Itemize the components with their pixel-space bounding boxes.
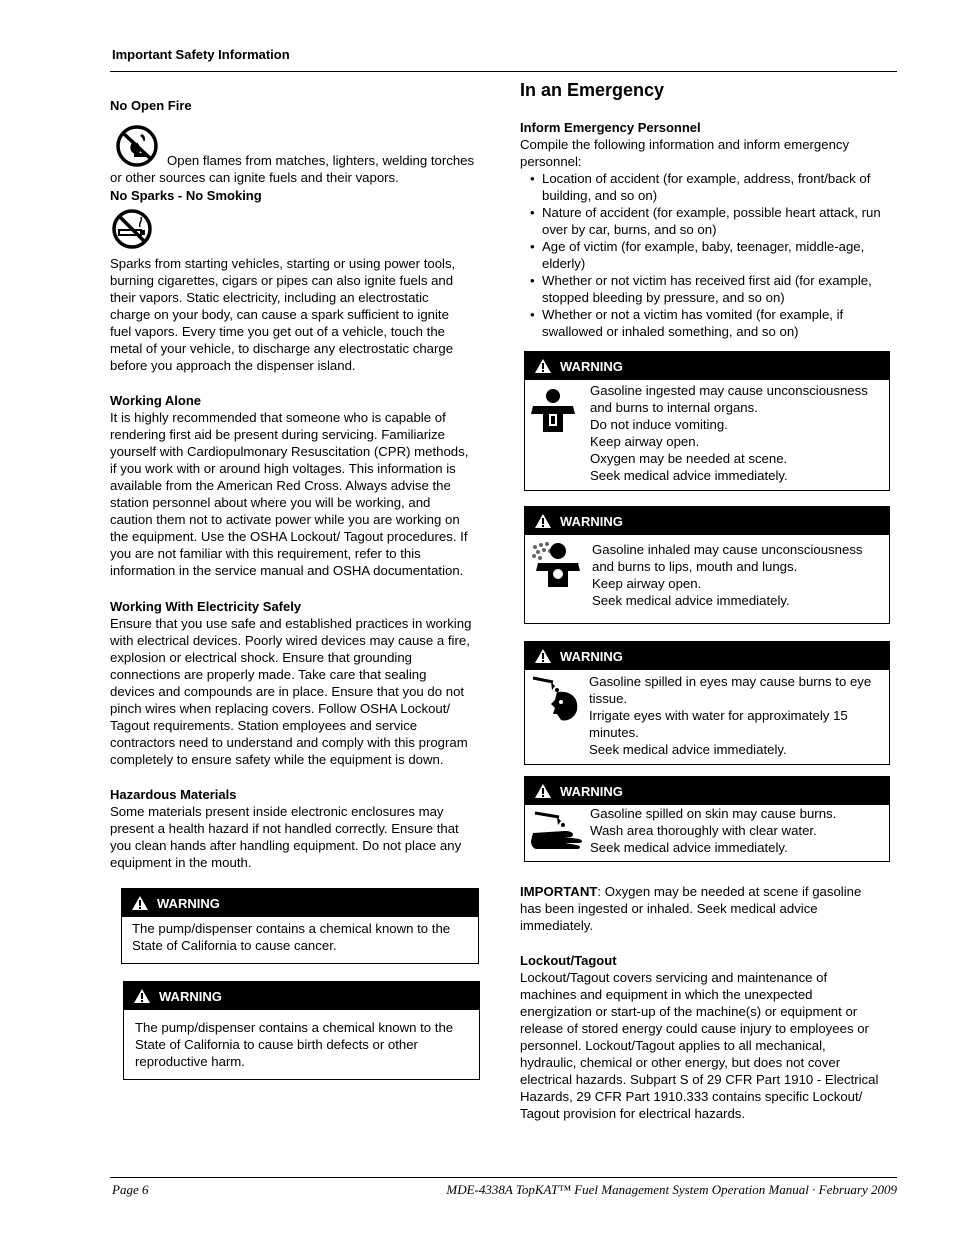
warning-text — [592, 541, 863, 609]
text-line: hydraulic, chemical or other energy, but does not cover — [520, 1055, 841, 1070]
skin-splash-icon — [529, 807, 585, 855]
warning-bar — [525, 642, 889, 670]
text-line: has been ingested or inhaled. Seek medical advice — [520, 901, 818, 916]
text-line: and burns to internal organs. — [590, 400, 758, 415]
text-line: Tagout requirements. Station employees and service — [110, 718, 418, 733]
warning-bar — [525, 352, 889, 380]
text-line: pinch wires when replacing covers. Follow OSHA Lockout/ — [110, 701, 451, 716]
list-item — [520, 272, 900, 306]
warning-label: WARNING — [560, 358, 623, 374]
warning-bar — [525, 507, 889, 535]
text-line: before you approach the dispenser island. — [110, 358, 356, 373]
text-line: Gasoline ingested may cause unconsciousness — [590, 383, 868, 398]
list-item — [520, 306, 900, 340]
page-header-title: Important Safety Information — [112, 47, 290, 62]
text-line: tissue. — [589, 691, 628, 706]
no-sparks-paragraph — [110, 255, 495, 374]
text-line: • Whether or not a victim has vomited (for example, if — [542, 307, 844, 322]
warning-box-ingested — [524, 351, 890, 491]
text-line: if you work with or around high voltages. This information is — [110, 461, 456, 476]
text-line: equipment in the mouth. — [110, 855, 252, 870]
text-line: Some materials present inside electronic enclosures may — [110, 804, 444, 819]
text-line: present a health hazard if not handled correctly. Ensure that — [110, 821, 459, 836]
text-line: It is highly recommended that someone who is capable of — [110, 410, 446, 425]
text-line: • Location of accident (for example, address, front/back of — [542, 171, 871, 186]
text-line: burning cigarettes, cigars or pipes can also ignite fuels and — [110, 273, 454, 288]
text-line: Keep airway open. — [592, 576, 702, 591]
text-line: explosion or electrical shock. Ensure that grounding — [110, 650, 413, 665]
text-line: • Whether or not victim has received first aid (for example, — [542, 273, 872, 288]
text-line: station personnel about where you will be working, and — [110, 495, 431, 510]
text-line: Sparks from starting vehicles, starting or using power tools, — [110, 256, 456, 271]
no-open-fire-text-2: or other sources can ignite fuels and their vapors. — [110, 170, 399, 185]
hazardous-paragraph — [110, 803, 495, 871]
warning-triangle-icon — [133, 988, 151, 1004]
text-line: completely to ensure safety while the equipment is down. — [110, 752, 444, 767]
text-line: Oxygen may be needed at scene. — [590, 451, 788, 466]
warning-box-inhaled — [524, 506, 890, 624]
text-line: building, and so on) — [542, 188, 658, 203]
important-note — [520, 883, 900, 934]
text-line: electrical hazards. Subpart S of 29 CFR Part 1910 - Electrical — [520, 1072, 879, 1087]
lockout-paragraph — [520, 969, 900, 1122]
text-line: State of California to cause birth defects or other — [135, 1037, 418, 1052]
warning-triangle-icon — [534, 513, 552, 529]
text-line: The pump/dispenser contains a chemical known to the — [132, 921, 451, 936]
header-rule — [110, 71, 897, 72]
footer-document-title: MDE-4338A TopKAT™ Fuel Management System Operation Manual · February 2009 — [446, 1182, 897, 1197]
text-line: stopped bleeding by pressure, and so on) — [542, 290, 785, 305]
text-line: and burns to lips, mouth and lungs. — [592, 559, 798, 574]
text-line: the equipment. Use the OSHA Lockout/ Tagout procedures. If — [110, 529, 468, 544]
text-line: Lockout/Tagout covers servicing and maintenance of — [520, 970, 828, 985]
text-line: Seek medical advice immediately. — [589, 742, 787, 757]
text-line: fuel vapors. Every time you get out of a vehicle, touch the — [110, 324, 445, 339]
warning-bar — [122, 889, 478, 917]
warning-text — [124, 1010, 479, 1070]
important-line-1 — [520, 883, 900, 900]
eye-splash-icon — [531, 674, 583, 724]
text-line: you are not familiar with this requirement, refer to this — [110, 546, 421, 561]
lockout-heading: Lockout/Tagout — [520, 953, 617, 968]
text-line: personnel. Lockout/Tagout applies to all mechanical, — [520, 1038, 826, 1053]
text-line: Gasoline spilled in eyes may cause burns to eye — [589, 674, 872, 689]
electricity-heading: Working With Electricity Safely — [110, 599, 302, 614]
text-line: Irrigate eyes with water for approximately 15 — [589, 708, 848, 723]
text-line: devices and compounds are in place. Ensure that you do not — [110, 684, 465, 699]
working-alone-heading: Working Alone — [110, 393, 201, 408]
warning-label: WARNING — [560, 513, 623, 529]
warning-triangle-icon — [131, 895, 149, 911]
working-alone-paragraph — [110, 409, 495, 579]
text-line: with electrical devices. Poorly wired devices may cause a fire, — [110, 633, 470, 648]
inform-heading: Inform Emergency Personnel — [520, 120, 701, 135]
list-item — [520, 170, 900, 204]
text-line: Compile the following information and inform emergency — [520, 137, 850, 152]
warning-box-eyes — [524, 641, 890, 765]
electricity-paragraph — [110, 615, 495, 768]
warning-text — [590, 805, 836, 856]
important-label: IMPORTANT — [520, 884, 598, 899]
text-line: State of California to cause cancer. — [132, 938, 337, 953]
text-line: charge on your body, can cause a spark sufficient to ignite — [110, 307, 449, 322]
inform-intro — [520, 136, 900, 170]
hazardous-heading: Hazardous Materials — [110, 787, 237, 802]
warning-box-cancer — [121, 888, 479, 964]
text-line: connections are properly made. Take care that sealing — [110, 667, 427, 682]
list-item — [520, 204, 900, 238]
footer-page-number: Page 6 — [112, 1182, 149, 1197]
text-line: The pump/dispenser contains a chemical known to the — [135, 1020, 454, 1035]
text-line: energization or start-up of the machine(s) or equipment or — [520, 1004, 858, 1019]
no-open-flame-icon — [114, 124, 162, 170]
text-line: Hazards, 29 CFR Part 1910.333 contains specific Lockout/ — [520, 1089, 863, 1104]
text-line: contractors need to understand and comply with this program — [110, 735, 468, 750]
no-open-fire-heading: No Open Fire — [110, 98, 192, 113]
text-line: Seek medical advice immediately. — [592, 593, 790, 608]
text-line: reproductive harm. — [135, 1054, 245, 1069]
text-line: Wash area thoroughly with clear water. — [590, 823, 817, 838]
text-line: you clean hands after handling equipment. Do not place any — [110, 838, 462, 853]
text-line: Do not induce vomiting. — [590, 417, 728, 432]
warning-bar — [124, 982, 479, 1010]
warning-label: WARNING — [560, 648, 623, 664]
text-line: Ensure that you use safe and established practices in working — [110, 616, 472, 631]
text-line: their vapors. Static electricity, including an electrostatic — [110, 290, 429, 305]
text-line: Seek medical advice immediately. — [590, 840, 788, 855]
section-title: In an Emergency — [520, 80, 665, 100]
warning-text — [589, 673, 871, 758]
warning-label: WARNING — [157, 895, 220, 911]
warning-label: WARNING — [159, 988, 222, 1004]
footer-rule — [110, 1177, 897, 1178]
warning-label: WARNING — [560, 783, 623, 799]
warning-triangle-icon — [534, 648, 552, 664]
no-open-fire-text-1: Open flames from matches, lighters, welding torches — [167, 153, 475, 168]
warning-triangle-icon — [534, 358, 552, 374]
text-line: Keep airway open. — [590, 434, 700, 449]
text-line: immediately. — [520, 918, 594, 933]
warning-triangle-icon — [534, 783, 552, 799]
inform-bullet-list — [520, 170, 900, 340]
text-line: • Age of victim (for example, baby, teenager, middle-age, — [542, 239, 865, 254]
text-line: yourself with Cardiopulmonary Resuscitation (CPR) methods, — [110, 444, 469, 459]
text-line: minutes. — [589, 725, 639, 740]
no-smoking-icon — [110, 208, 156, 252]
text-line: information in the service manual and OSHA documentation. — [110, 563, 464, 578]
text-line: available from the American Red Cross. Always advise the — [110, 478, 451, 493]
text-line: over by car, burns, and so on) — [542, 222, 717, 237]
important-text: : Oxygen may be needed at scene if gasoline — [597, 884, 862, 899]
text-line: • Nature of accident (for example, possible heart attack, run — [542, 205, 881, 220]
text-line: Gasoline spilled on skin may cause burns. — [590, 806, 837, 821]
text-line: metal of your vehicle, to discharge any electrostatic charge — [110, 341, 454, 356]
text-line: Gasoline inhaled may cause unconsciousness — [592, 542, 863, 557]
no-sparks-heading: No Sparks - No Smoking — [110, 188, 262, 203]
warning-text — [590, 382, 868, 484]
text-line: swallowed or inhaled something, and so on) — [542, 324, 799, 339]
text-line: Seek medical advice immediately. — [590, 468, 788, 483]
text-line: elderly) — [542, 256, 586, 271]
list-item — [520, 238, 900, 272]
ingested-person-icon — [529, 388, 581, 434]
text-line: machines and equipment in which the unexpected — [520, 987, 813, 1002]
text-line: release of stored energy could cause injury to employees or — [520, 1021, 869, 1036]
text-line: personnel: — [520, 154, 582, 169]
inhaled-person-icon — [530, 541, 584, 589]
text-line: caution them not to activate power while you are working on — [110, 512, 460, 527]
text-line: rendering first aid be present during servicing. Familiarize — [110, 427, 445, 442]
warning-box-birth-defects — [123, 981, 480, 1080]
warning-text — [122, 917, 478, 954]
warning-box-skin — [524, 776, 890, 862]
text-line: Tagout provision for electrical hazards. — [520, 1106, 746, 1121]
warning-bar — [525, 777, 889, 805]
